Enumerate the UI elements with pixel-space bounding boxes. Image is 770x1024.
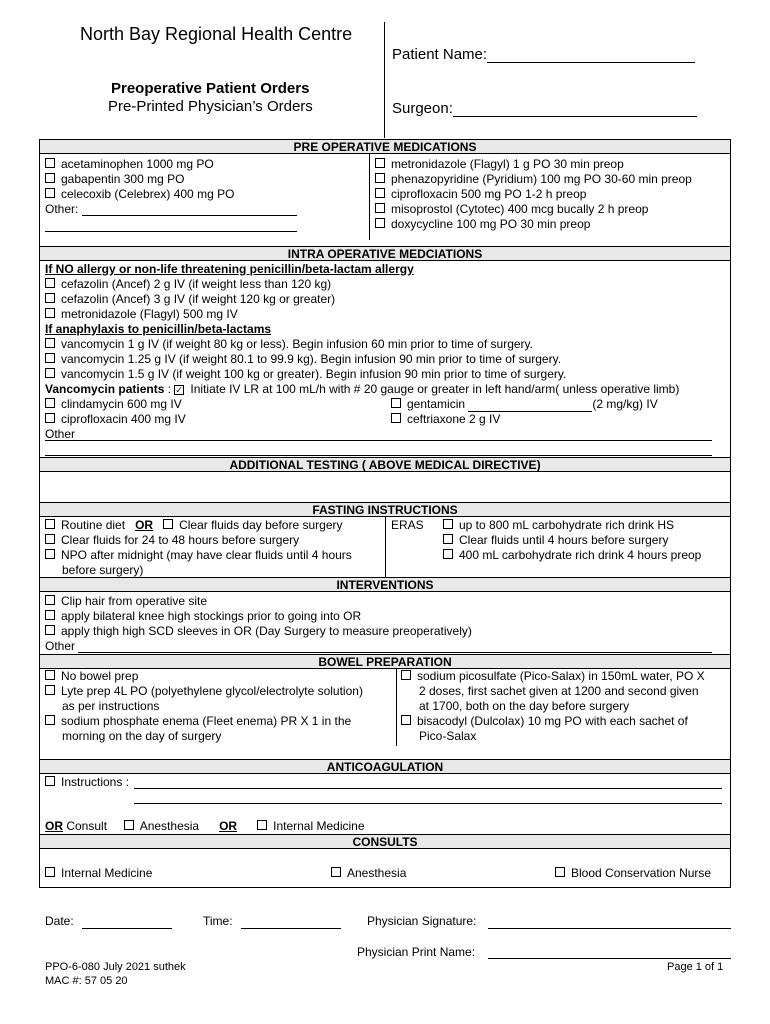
option-label: Clip hair from operative site xyxy=(61,594,208,608)
checkbox[interactable] xyxy=(331,867,341,877)
intra-op-option[interactable] xyxy=(45,277,331,292)
option-label: vancomycin 1.5 g IV (if weight 100 kg or greater). Begin infusion 90 min prior to time of surgery. xyxy=(61,367,567,381)
option-label: phenazopyridine (Pyridium) 100 mg PO 30-60 min preop xyxy=(391,172,692,186)
option-label: cefazolin (Ancef) 2 g IV (if weight less than 120 kg) xyxy=(61,277,332,291)
pre-op-other-line[interactable] xyxy=(82,215,297,216)
bowel-option[interactable] xyxy=(45,669,138,684)
checkbox[interactable] xyxy=(45,308,55,318)
checkbox[interactable] xyxy=(401,715,411,725)
checkbox[interactable] xyxy=(401,670,411,680)
option-label: Lyte prep 4L PO (polyethylene glycol/electrolyte solution) xyxy=(61,684,363,698)
option-label: metronidazole (Flagyl) 500 mg IV xyxy=(61,307,238,321)
checkbox[interactable] xyxy=(45,549,55,559)
fasting-option-cont: before surgery) xyxy=(62,563,144,577)
checkbox[interactable] xyxy=(443,519,453,529)
checkbox[interactable] xyxy=(391,398,401,408)
signature-field[interactable] xyxy=(488,928,731,929)
intra-op-option[interactable] xyxy=(45,397,182,412)
intervention-option[interactable] xyxy=(45,609,361,624)
bowel-option[interactable] xyxy=(45,714,351,729)
option-label: ciprofloxacin 500 mg PO 1-2 h preop xyxy=(391,187,587,201)
instructions-line[interactable] xyxy=(134,788,722,789)
pre-op-other-line-2[interactable] xyxy=(45,231,297,232)
consult-row xyxy=(45,819,365,834)
signature-label: Physician Signature: xyxy=(367,914,477,928)
pre-op-option[interactable] xyxy=(375,217,590,232)
checkbox[interactable] xyxy=(375,203,385,213)
checkbox[interactable] xyxy=(45,625,55,635)
pre-op-other[interactable] xyxy=(45,202,78,217)
header-divider xyxy=(384,22,385,138)
option-label: (2 mg/kg) IV xyxy=(592,397,658,411)
intra-op-heading: INTRA OPERATIVE MEDCIATIONS xyxy=(39,246,731,261)
print-name-field[interactable] xyxy=(488,958,731,959)
interventions-heading: INTERVENTIONS xyxy=(39,577,731,592)
checkbox[interactable] xyxy=(45,398,55,408)
option-label: sodium phosphate enema (Fleet enema) PR X 1 in the xyxy=(61,714,352,728)
pre-op-option[interactable] xyxy=(375,157,624,172)
eras-option[interactable] xyxy=(443,548,701,563)
checkbox[interactable] xyxy=(45,670,55,680)
interventions-other-label: Other xyxy=(45,639,76,653)
consult-label: Consult xyxy=(66,819,108,833)
consult-option[interactable] xyxy=(45,866,152,881)
checkbox[interactable] xyxy=(257,820,267,830)
intra-op-option[interactable] xyxy=(45,292,335,307)
date-label: Date: xyxy=(45,914,74,928)
checkbox[interactable] xyxy=(45,776,55,786)
checkbox[interactable] xyxy=(45,278,55,288)
fasting-option[interactable] xyxy=(45,533,299,548)
option-label: Clear fluids day before surgery xyxy=(179,518,343,532)
option-label: vancomycin 1.25 g IV (if weight 80.1 to 99.9 kg). Begin infusion 90 min prior to time of surgery. xyxy=(61,352,562,366)
intra-op-other-line-2[interactable] xyxy=(45,455,712,456)
checkbox[interactable] xyxy=(163,519,173,529)
checkbox[interactable] xyxy=(375,173,385,183)
intra-op-option[interactable] xyxy=(45,412,186,427)
intervention-option[interactable] xyxy=(45,624,472,639)
option-label: Routine diet xyxy=(61,518,126,532)
option-label: celecoxib (Celebrex) 400 mg PO xyxy=(61,187,235,201)
mac-number: MAC #: 57 05 20 xyxy=(45,975,128,987)
anticoag-heading: ANTICOAGULATION xyxy=(39,759,731,774)
intra-op-option[interactable] xyxy=(45,307,238,322)
intervention-option[interactable] xyxy=(45,594,207,609)
consult-option[interactable] xyxy=(331,866,406,881)
checkbox[interactable] xyxy=(45,158,55,168)
additional-testing-heading: ADDITIONAL TESTING ( ABOVE MEDICAL DIRECTIVE) xyxy=(39,457,731,472)
option-label: Anesthesia xyxy=(347,866,407,880)
option-label: NPO after midnight (may have clear fluids until 4 hours xyxy=(61,548,352,562)
checkbox[interactable] xyxy=(45,353,55,363)
checkbox[interactable] xyxy=(443,534,453,544)
option-label: doxycycline 100 mg PO 30 min preop xyxy=(391,217,591,231)
bowel-option-cont: at 1700, both on the day before surgery xyxy=(419,699,630,713)
checkbox[interactable] xyxy=(45,867,55,877)
vanco-text: Initiate IV LR at 100 mL/h with # 20 gauge or greater in left hand/arm( unless operative limb) xyxy=(190,382,680,396)
consults-heading: CONSULTS xyxy=(39,834,731,849)
bowel-option[interactable] xyxy=(45,684,363,699)
print-name-label: Physician Print Name: xyxy=(357,945,476,959)
option-label: cefazolin (Ancef) 3 g IV (if weight 120 kg or greater) xyxy=(61,292,336,306)
bowel-option-cont: morning on the day of surgery xyxy=(62,729,222,743)
pre-op-divider xyxy=(369,154,370,240)
instructions-line-2[interactable] xyxy=(134,803,722,804)
anaphylaxis-label: If anaphylaxis to penicillin/beta-lactams xyxy=(45,322,272,336)
anticoag-instructions[interactable] xyxy=(45,775,129,790)
eras-option[interactable] xyxy=(443,533,668,548)
option-label: metronidazole (Flagyl) 1 g PO 30 min preop xyxy=(391,157,624,171)
no-allergy-label: If NO allergy or non-life threatening penicillin/beta-lactam allergy xyxy=(45,262,414,276)
option-label: bisacodyl (Dulcolax) 10 mg PO with each sachet of xyxy=(417,714,688,728)
intra-op-other-label: Other xyxy=(45,427,76,441)
checkbox[interactable] xyxy=(124,820,134,830)
eras-option[interactable] xyxy=(443,518,674,533)
form-title: Preoperative Patient Orders xyxy=(111,80,310,97)
checked-checkbox[interactable]: ✓ xyxy=(175,385,183,395)
option-label: ceftriaxone 2 g IV xyxy=(407,412,501,426)
or-label: OR xyxy=(45,819,63,833)
patient-name-field[interactable] xyxy=(392,46,695,63)
option-label: gentamicin xyxy=(407,397,466,411)
checkbox[interactable] xyxy=(45,715,55,725)
bowel-option-cont: Pico-Salax xyxy=(419,729,477,743)
pre-op-option[interactable] xyxy=(375,187,586,202)
checkbox[interactable] xyxy=(45,338,55,348)
bowel-option[interactable] xyxy=(401,714,688,729)
vanco-label: Vancomycin patients xyxy=(45,382,165,396)
surgeon-field[interactable] xyxy=(392,100,697,117)
or-label: OR xyxy=(219,819,238,833)
option-label: misoprostol (Cytotec) 400 mcg bucally 2 h preop xyxy=(391,202,649,216)
pre-op-option[interactable] xyxy=(375,172,692,187)
checkbox[interactable] xyxy=(375,158,385,168)
option-label: Internal Medicine xyxy=(273,819,365,833)
bowel-option[interactable] xyxy=(401,669,705,684)
patient-name-label: Patient Name: xyxy=(392,46,488,63)
option-label: No bowel prep xyxy=(61,669,139,683)
intra-op-option[interactable] xyxy=(45,352,561,367)
option-label: up to 800 mL carbohydrate rich drink HS xyxy=(459,518,674,532)
routine-diet-option[interactable] xyxy=(45,518,343,533)
checkbox[interactable] xyxy=(443,549,453,559)
form-id: PPO-6-080 July 2021 suthek xyxy=(45,961,186,973)
intra-op-option[interactable] xyxy=(45,367,566,382)
checkbox[interactable] xyxy=(555,867,565,877)
option-label: acetaminophen 1000 mg PO xyxy=(61,157,214,171)
eras-label: ERAS xyxy=(391,518,424,532)
date-field[interactable] xyxy=(82,928,172,929)
pre-op-option[interactable] xyxy=(45,187,234,202)
option-label: sodium picosulfate (Pico-Salax) in 150mL water, PO X xyxy=(417,669,705,683)
checkbox[interactable] xyxy=(45,173,55,183)
time-field[interactable] xyxy=(241,928,341,929)
checkbox[interactable] xyxy=(45,293,55,303)
option-label: Internal Medicine xyxy=(61,866,153,880)
interventions-other-line[interactable] xyxy=(78,652,712,653)
checkbox[interactable] xyxy=(45,534,55,544)
option-label: 400 mL carbohydrate rich drink 4 hours preop xyxy=(459,548,702,562)
option-label: vancomycin 1 g IV (if weight 80 kg or less). Begin infusion 60 min prior to time of surgery. xyxy=(61,337,533,351)
option-label: apply thigh high SCD sleeves in OR (Day Surgery to measure preoperatively) xyxy=(61,624,472,638)
other-label: Other: xyxy=(45,202,79,216)
option-label: gabapentin 300 mg PO xyxy=(61,172,185,186)
instructions-label: Instructions : xyxy=(61,775,130,789)
or-label: OR xyxy=(135,518,154,532)
option-label: Anesthesia xyxy=(139,819,200,833)
pre-op-heading: PRE OPERATIVE MEDICATIONS xyxy=(39,139,731,154)
checkbox[interactable] xyxy=(391,413,401,423)
checkbox[interactable] xyxy=(45,685,55,695)
time-label: Time: xyxy=(203,914,233,928)
checkbox[interactable] xyxy=(45,413,55,423)
checkbox[interactable] xyxy=(375,218,385,228)
pre-op-option[interactable] xyxy=(375,202,648,217)
fasting-option[interactable] xyxy=(45,548,352,563)
option-label: clindamycin 600 mg IV xyxy=(61,397,182,411)
option-label: apply bilateral knee high stockings prior to going into OR xyxy=(61,609,362,623)
page-number: Page 1 of 1 xyxy=(667,961,724,973)
vancomycin-note: Vancomycin patients : ✓ Initiate IV LR at 100 mL/h with # 20 gauge or greater in left hand/arm( unless operative limb) xyxy=(45,382,680,396)
option-label: ciprofloxacin 400 mg IV xyxy=(61,412,186,426)
bowel-option-cont: 2 doses, first sachet given at 1200 and second given xyxy=(419,684,699,698)
surgeon-label: Surgeon: xyxy=(392,100,453,117)
intra-op-option[interactable] xyxy=(391,412,500,427)
fasting-heading: FASTING INSTRUCTIONS xyxy=(39,502,731,517)
option-label: Clear fluids for 24 to 48 hours before surgery xyxy=(61,533,300,547)
pre-op-option[interactable] xyxy=(45,157,214,172)
checkbox[interactable] xyxy=(45,610,55,620)
checkbox[interactable] xyxy=(45,595,55,605)
intra-op-option[interactable] xyxy=(45,337,533,352)
bowel-prep-heading: BOWEL PREPARATION xyxy=(39,654,731,669)
checkbox[interactable] xyxy=(45,519,55,529)
checkbox[interactable] xyxy=(375,188,385,198)
option-label: Clear fluids until 4 hours before surgery xyxy=(459,533,669,547)
hospital-name: North Bay Regional Health Centre xyxy=(80,24,353,44)
consult-option[interactable] xyxy=(555,866,711,881)
bowel-option-cont: as per instructions xyxy=(62,699,160,713)
form-subtitle: Pre-Printed Physician’s Orders xyxy=(108,98,313,115)
gentamicin-dose-field[interactable] xyxy=(468,399,592,412)
pre-op-option[interactable] xyxy=(45,172,184,187)
gentamicin-option[interactable] xyxy=(391,397,658,412)
bowel-divider xyxy=(396,669,397,746)
fasting-divider xyxy=(385,517,386,577)
intra-op-other-line[interactable] xyxy=(45,440,712,441)
option-label: Blood Conservation Nurse xyxy=(571,866,712,880)
checkbox[interactable] xyxy=(45,188,55,198)
checkbox[interactable] xyxy=(45,368,55,378)
